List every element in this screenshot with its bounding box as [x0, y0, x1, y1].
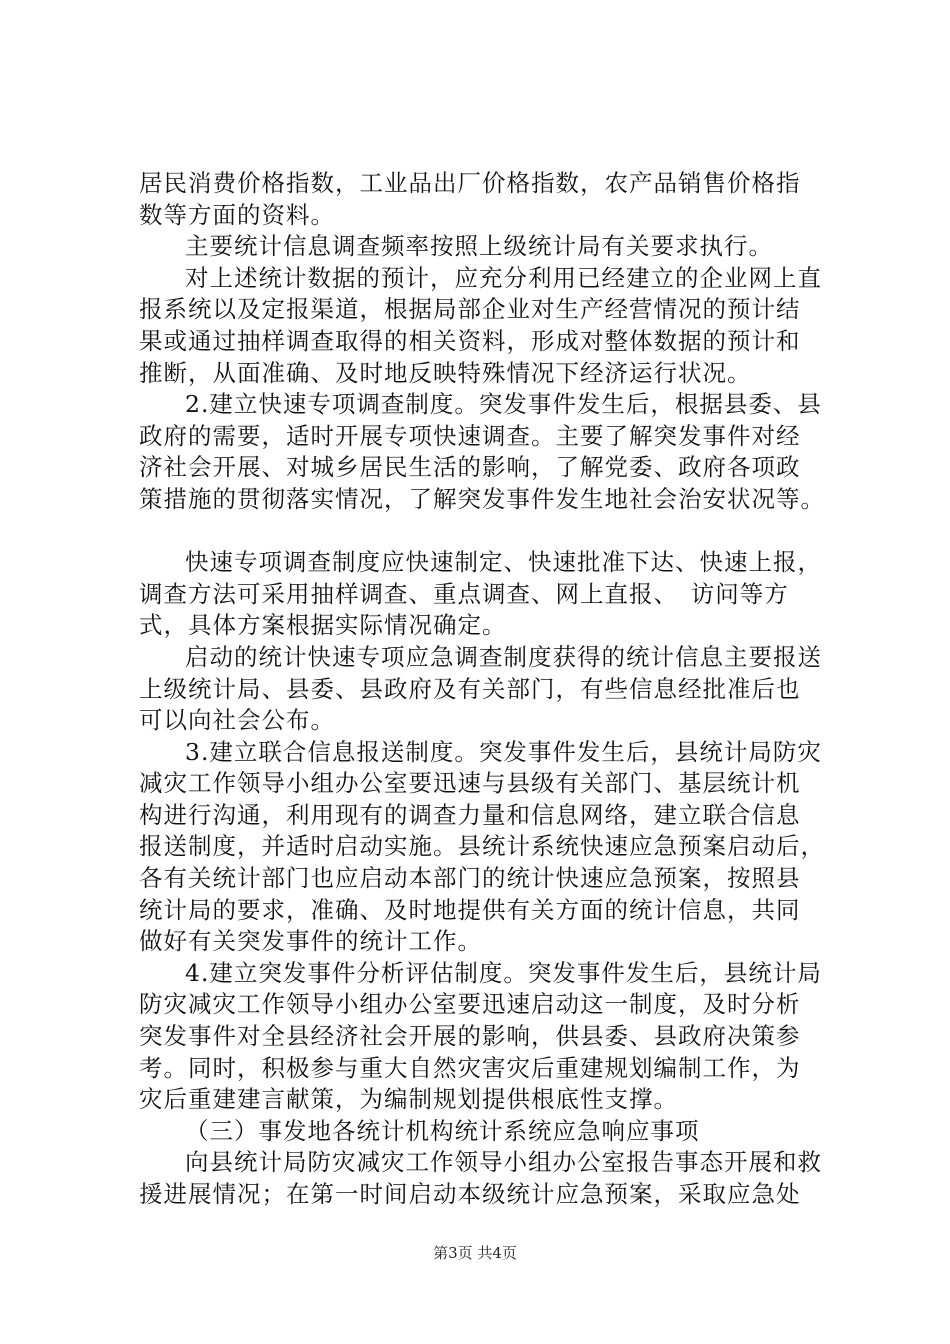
- page-number-footer: 第3页 共4页: [433, 1244, 517, 1262]
- body-text: [139, 168, 834, 1211]
- paragraph-line: 策措施的贯彻落实情况，了解突发事件发生地社会治安状况等。: [139, 484, 825, 513]
- paragraph-gap: [139, 516, 834, 548]
- paragraph-line: 上级统计局、县委、县政府及有关部门，有些信息经批准后也: [139, 674, 801, 703]
- paragraph-line: 统计局的要求，准确、及时地提供有关方面的统计信息，共同: [139, 895, 801, 924]
- paragraph-line: 数等方面的资料。: [139, 200, 335, 229]
- paragraph-line: 启动的统计快速专项应急调查制度获得的统计信息主要报送: [185, 642, 822, 671]
- paragraph-line: 快速专项调查制度应快速制定、快速批准下达、快速上报，: [185, 548, 822, 577]
- paragraph-line: 向县统计局防灾减灾工作领导小组办公室报告事态开展和救: [185, 1148, 822, 1177]
- paragraph-line: 减灾工作领导小组办公室要迅速与县级有关部门、基层统计机: [139, 769, 801, 798]
- paragraph-line: 政府的需要，适时开展专项快速调查。主要了解突发事件对经: [139, 421, 801, 450]
- paragraph-line: 做好有关突发事件的统计工作。: [139, 927, 482, 956]
- paragraph-line: 调查方法可采用抽样调查、重点调查、网上直报、 访问等方: [139, 579, 789, 608]
- paragraph-line: 主要统计信息调查频率按照上级统计局有关要求执行。: [185, 232, 773, 261]
- paragraph-line: 援进展情况；在第一时间启动本级统计应急预案，采取应急处: [139, 1180, 801, 1208]
- paragraph-line: 2.建立快速专项调查制度。突发事件发生后，根据县委、县: [185, 390, 822, 419]
- paragraph-line: 3.建立联合信息报送制度。突发事件发生后，县统计局防灾: [185, 737, 822, 766]
- paragraph-line: 考。同时，积极参与重大自然灾害灾后重建规划编制工作，为: [139, 1053, 801, 1082]
- paragraph-line: 推断，从面准确、及时地反映特殊情况下经济运行状况。: [139, 358, 752, 387]
- paragraph-line: 防灾减灾工作领导小组办公室要迅速启动这一制度，及时分析: [139, 990, 801, 1019]
- paragraph-line: 4.建立突发事件分析评估制度。突发事件发生后，县统计局: [185, 958, 822, 987]
- paragraph-line: 各有关统计部门也应启动本部门的统计快速应急预案，按照县: [139, 864, 801, 893]
- section-heading: （三）事发地各统计机构统计系统应急响应事项: [185, 1116, 700, 1145]
- paragraph-line: 突发事件对全县经济社会开展的影响，供县委、县政府决策参: [139, 1022, 801, 1051]
- paragraph-line: 报系统以及定报渠道，根据局部企业对生产经营情况的预计结: [139, 295, 801, 324]
- paragraph-line: 可以向社会公布。: [139, 706, 335, 735]
- paragraph-line: 式，具体方案根据实际情况确定。: [139, 611, 507, 640]
- paragraph-line: 对上述统计数据的预计，应充分利用已经建立的企业网上直: [185, 263, 822, 292]
- paragraph-line: 居民消费价格指数，工业品出厂价格指数，农产品销售价格指: [139, 169, 801, 197]
- paragraph-line: 构进行沟通，利用现有的调查力量和信息网络，建立联合信息: [139, 800, 801, 829]
- paragraph-line: 报送制度，并适时启动实施。县统计系统快速应急预案启动后，: [139, 832, 825, 861]
- paragraph-line: 济社会开展、对城乡居民生活的影响，了解党委、政府各项政: [139, 453, 801, 482]
- paragraph-line: 果或通过抽样调查取得的相关资料，形成对整体数据的预计和: [139, 326, 801, 355]
- paragraph-line: 灾后重建建言献策，为编制规划提供根底性支撑。: [139, 1085, 678, 1114]
